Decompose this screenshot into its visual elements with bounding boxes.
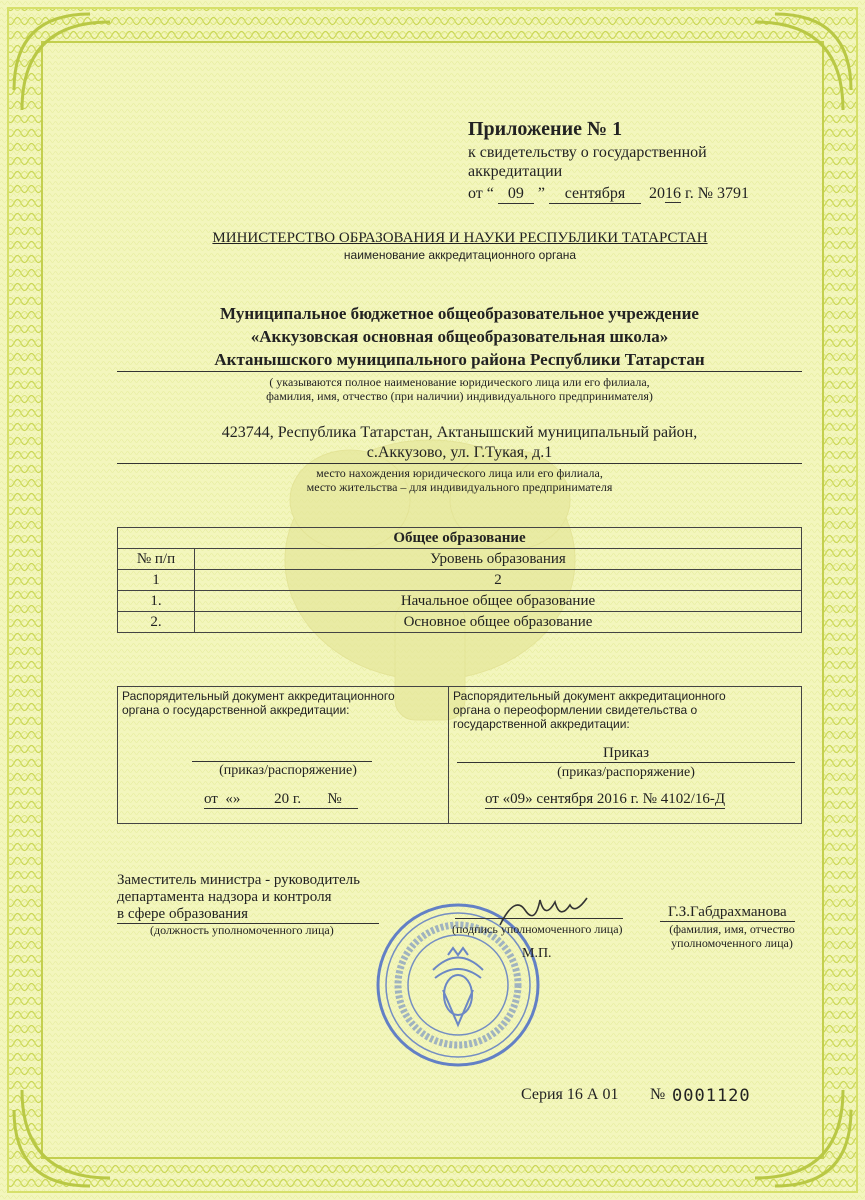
row-num: 2. <box>118 612 195 633</box>
address-block <box>117 423 802 494</box>
right-title-line1: Распорядительный документ аккредитационного <box>453 689 726 703</box>
number-label: № <box>650 1086 666 1103</box>
certificate-number: г. № 3791 <box>685 185 750 202</box>
appendix-date-line <box>468 185 749 204</box>
position-line1: Заместитель министра - руководитель <box>117 872 360 888</box>
right-title-line3: государственной аккредитации: <box>453 717 630 731</box>
reissue-document <box>449 687 802 823</box>
organization-block <box>117 302 802 403</box>
signature-line <box>455 918 623 919</box>
index-level: 2 <box>195 570 802 591</box>
index-num: 1 <box>118 570 195 591</box>
table-title: Общее образование <box>118 528 802 549</box>
organization-caption-line2: фамилия, имя, отчество (при наличии) индивидуального предпринимателя) <box>266 389 653 403</box>
header-num: № п/п <box>118 549 195 570</box>
education-levels-table <box>117 527 802 633</box>
name-caption-line2: уполномоченного лица) <box>671 936 793 950</box>
date-year-prefix: 20 <box>649 185 665 202</box>
ministry-caption: наименование аккредитационного органа <box>343 248 577 262</box>
position-line3: в сфере образования <box>117 906 379 924</box>
appendix-title: Приложение № 1 <box>468 118 623 140</box>
sign-caption: (подпись уполномоченного лица) <box>452 922 623 936</box>
address-caption-line2: место жительства – для индивидуального предпринимателя <box>306 480 613 494</box>
organization-line2: «Аккузовская основная общеобразовательная школа» <box>250 327 669 346</box>
documents-box <box>117 686 802 824</box>
appendix-subtitle-line2: аккредитации <box>468 163 563 180</box>
row-num: 1. <box>118 591 195 612</box>
name-caption-line1: (фамилия, имя, отчество <box>669 922 795 936</box>
left-caption: (приказ/распоряжение) <box>219 763 357 778</box>
date-year: 16 <box>665 185 681 202</box>
address-line2: с.Аккузово, ул. Г.Тукая, д.1 <box>117 443 802 464</box>
header-level: Уровень образования <box>195 549 802 570</box>
table-title-row <box>118 528 802 549</box>
stamp-mark: М.П. <box>522 946 552 961</box>
ministry-name: МИНИСТЕРСТВО ОБРАЗОВАНИЯ И НАУКИ РЕСПУБЛИКИ ТАТАРСТАН <box>212 230 708 246</box>
date-day-close: ” <box>537 185 545 202</box>
right-title-line2: органа о переоформлении свидетельства о <box>453 703 698 717</box>
left-blank-line <box>192 761 372 762</box>
form-number: 0001120 <box>672 1086 751 1106</box>
table-row <box>118 612 802 633</box>
position-line2: департамента надзора и контроля <box>117 889 332 905</box>
address-caption-line1: место нахождения юридического лица или его филиала, <box>316 466 603 480</box>
organization-caption-line1: ( указываются полное наименование юридического лица или его филиала, <box>269 375 650 389</box>
left-title-line1: Распорядительный документ аккредитационного <box>122 689 395 703</box>
table-row <box>118 591 802 612</box>
appendix-subtitle-line1: к свидетельству о государственной <box>468 144 707 161</box>
row-level: Начальное общее образование <box>195 591 802 612</box>
organization-line3: Актанышского муниципального района Республики Татарстан <box>117 348 802 372</box>
date-prefix: от “ <box>468 185 494 202</box>
left-date: от «» 20 г. № <box>204 791 358 809</box>
organization-line1: Муниципальное бюджетное общеобразовательное учреждение <box>220 304 699 323</box>
accreditation-document <box>118 687 449 823</box>
position-caption: (должность уполномоченного лица) <box>150 923 334 937</box>
right-caption: (приказ/распоряжение) <box>557 765 695 780</box>
right-date: от «09» сентября 2016 г. № 4102/16-Д <box>485 791 726 807</box>
signatory-name: Г.З.Габдрахманова <box>660 904 795 922</box>
date-day: 09 <box>498 185 534 204</box>
table-index-row <box>118 570 802 591</box>
right-document-type: Приказ <box>457 745 795 763</box>
name-caption <box>662 922 802 950</box>
series-label: Серия 16 А 01 <box>521 1086 619 1103</box>
signature-position <box>117 872 379 924</box>
date-month: сентября <box>549 185 641 204</box>
table-header-row <box>118 549 802 570</box>
address-line1: 423744, Республика Татарстан, Актанышский муниципальный район, <box>221 424 698 441</box>
row-level: Основное общее образование <box>195 612 802 633</box>
left-title-line2: органа о государственной аккредитации: <box>122 703 350 717</box>
ministry-block <box>120 230 800 262</box>
